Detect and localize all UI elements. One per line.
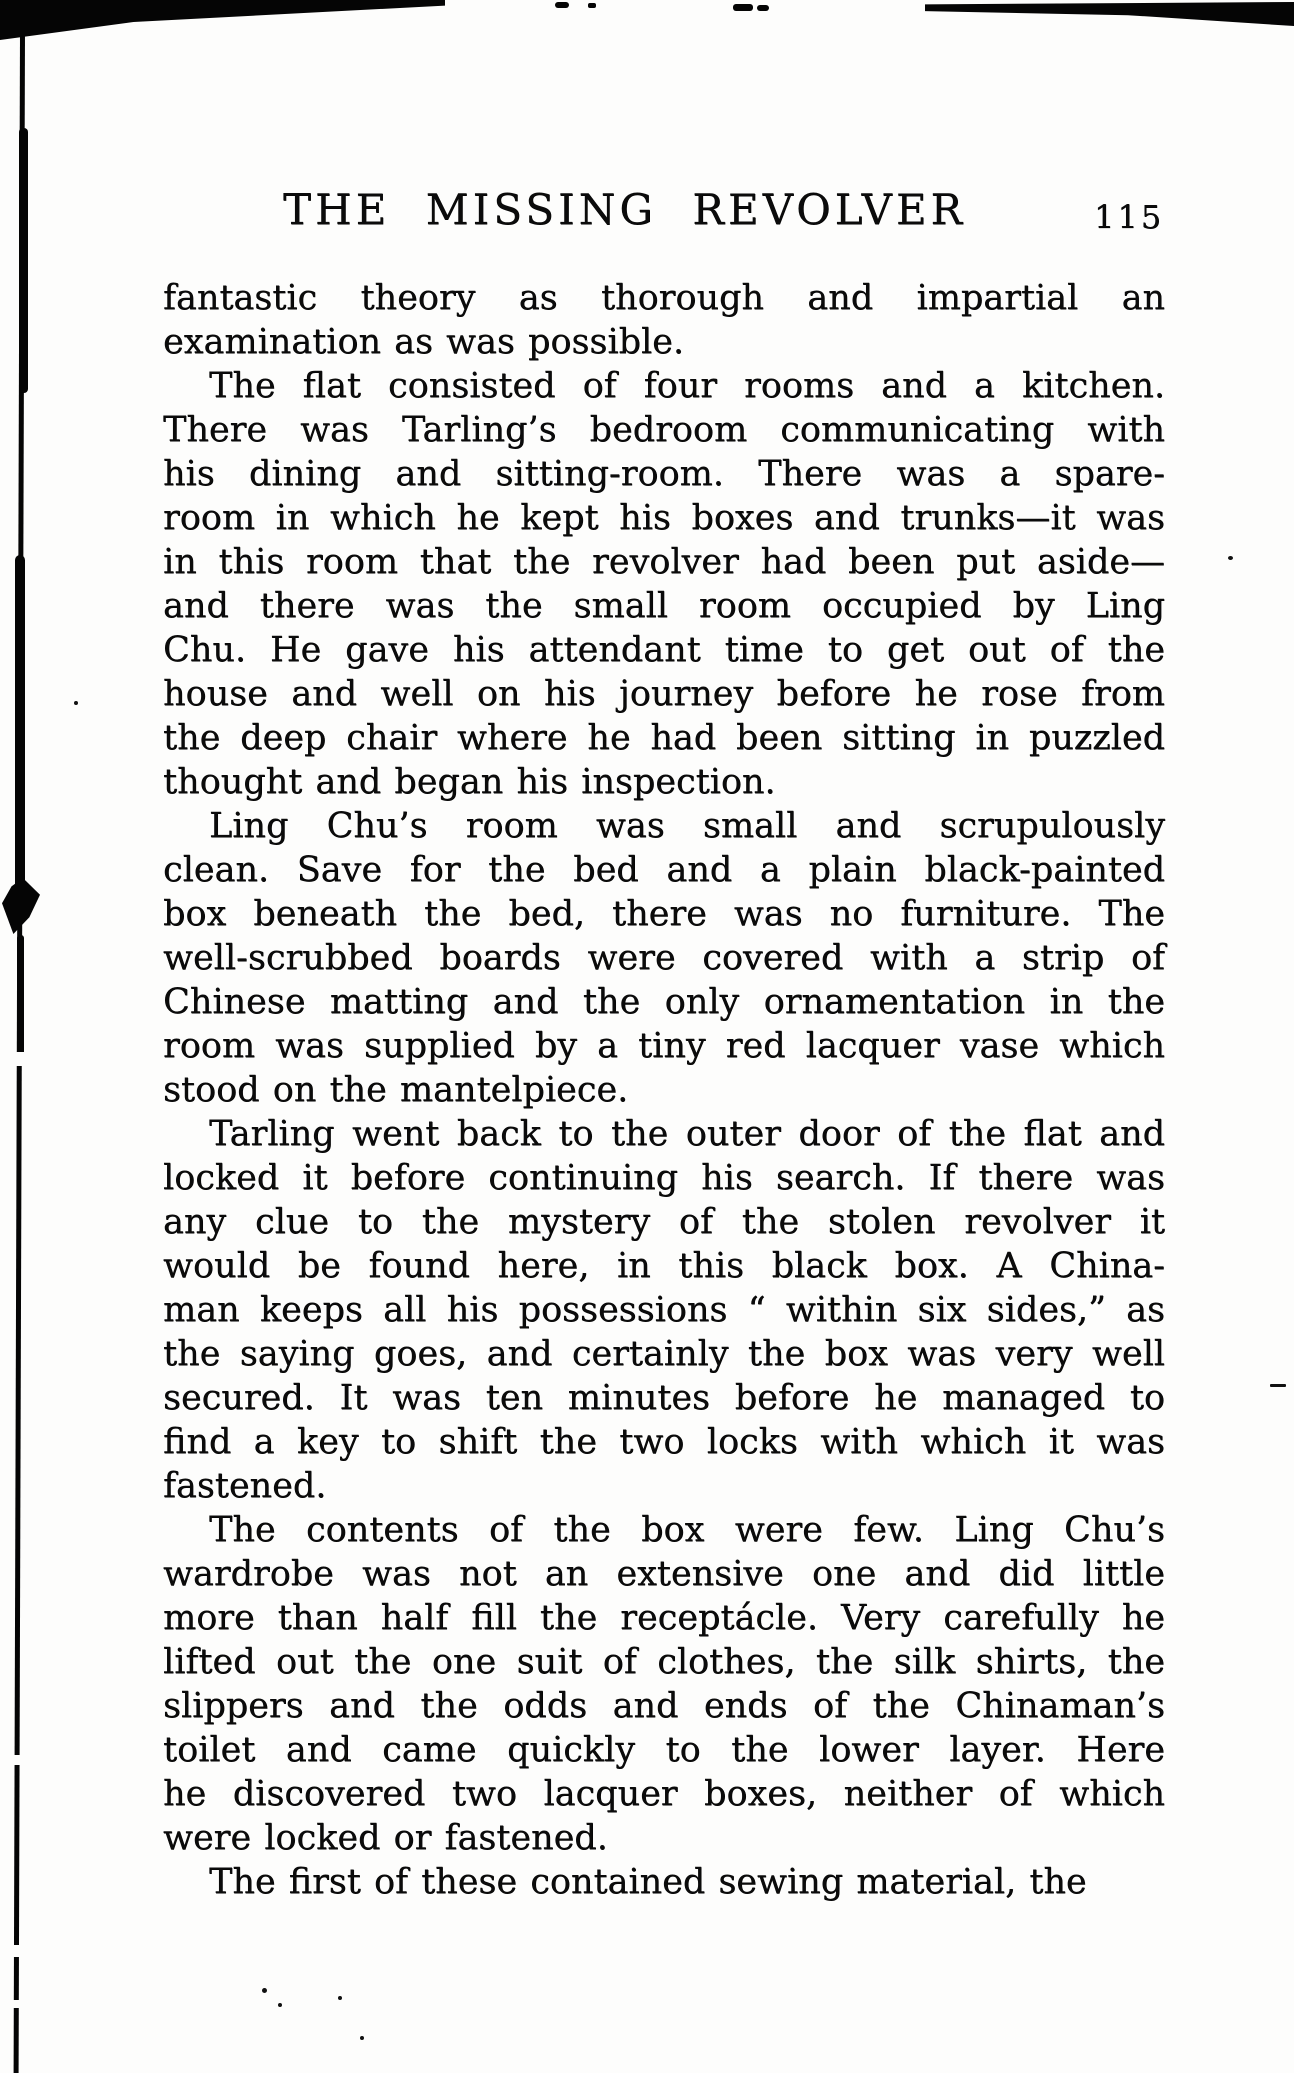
text-line: Ling Chu’s room was small and scrupulously	[209, 806, 1165, 846]
text-line: man keeps all his possessions “ within six sides,” as	[163, 1290, 1165, 1330]
text-line: he discovered two lacquer boxes, neither of which	[163, 1774, 1165, 1814]
text-line: fantastic theory as thorough and impartial an	[163, 278, 1165, 318]
text-line: Chu. He gave his attendant time to get out of the	[163, 630, 1165, 670]
text-line: The flat consisted of four rooms and a kitchen.	[209, 366, 1165, 406]
scan-artifact-gap	[12, 1052, 30, 1066]
scan-speck	[74, 701, 78, 705]
text-line: clean. Save for the bed and a plain black-painted	[163, 850, 1165, 890]
paragraph	[163, 804, 1165, 1112]
scan-speck	[1228, 556, 1233, 560]
text-line: There was Tarling’s bedroom communicating with	[163, 410, 1165, 450]
text-line: slippers and the odds and ends of the Chinaman’s	[163, 1686, 1165, 1726]
text-line: locked it before continuing his search. If there was	[163, 1158, 1165, 1198]
scan-artifact-top-edge-left	[0, 0, 445, 40]
paragraph	[163, 1112, 1165, 1508]
scan-artifact-gap	[12, 1945, 30, 1957]
scan-artifact-gap	[12, 1755, 30, 1765]
scan-speck	[338, 1996, 342, 2000]
running-header-title: THE MISSING REVOLVER	[283, 185, 967, 234]
text-line: more than half fill the receptácle. Very carefully he	[163, 1598, 1165, 1638]
page-number: 115	[1094, 198, 1165, 236]
text-line: the saying goes, and certainly the box was very well	[163, 1334, 1165, 1374]
paragraph	[163, 276, 1165, 364]
text-line: in this room that the revolver had been put aside—	[163, 542, 1165, 582]
text-line: would be found here, in this black box. A China-	[163, 1246, 1165, 1286]
text-line: were locked or fastened.	[163, 1818, 608, 1858]
paragraph	[163, 364, 1165, 804]
text-line: and there was the small room occupied by Ling	[163, 586, 1165, 626]
text-line: find a key to shift the two locks with which it was	[163, 1422, 1165, 1462]
text-line: fastened.	[163, 1466, 327, 1506]
text-line: examination as was possible.	[163, 322, 685, 362]
text-line: The contents of the box were few. Ling Chu’s	[209, 1510, 1165, 1550]
text-line: lifted out the one suit of clothes, the silk shirts, the	[163, 1642, 1165, 1682]
scan-artifact-gutter-thick	[15, 555, 25, 895]
scan-artifact-top-dash	[733, 4, 753, 11]
text-line: The first of these contained sewing material, the	[209, 1862, 1087, 1902]
scan-artifact-top-edge-right	[925, 2, 1294, 26]
scan-speck	[278, 2003, 282, 2007]
text-line: thought and began his inspection.	[163, 762, 776, 802]
text-line: room was supplied by a tiny red lacquer vase which	[163, 1026, 1165, 1066]
text-line: the deep chair where he had been sitting in puzzled	[163, 718, 1165, 758]
scan-speck	[1270, 1384, 1286, 1387]
text-line: his dining and sitting-room. There was a spare-	[163, 454, 1165, 494]
text-line: any clue to the mystery of the stolen revolver it	[163, 1202, 1165, 1242]
text-line: room in which he kept his boxes and trunks—it was	[163, 498, 1165, 538]
scan-artifact-top-dash	[757, 5, 769, 11]
scan-speck	[360, 2036, 364, 2040]
paragraph	[163, 1508, 1165, 1860]
text-line: secured. It was ten minutes before he managed to	[163, 1378, 1165, 1418]
scan-artifact-gutter-thick	[19, 128, 28, 393]
scan-speck	[262, 1988, 267, 1993]
text-line: toilet and came quickly to the lower layer. Here	[163, 1730, 1165, 1770]
scan-artifact-gap	[12, 2000, 30, 2008]
paragraph	[163, 1860, 1165, 1904]
text-line: wardrobe was not an extensive one and did little	[163, 1554, 1165, 1594]
text-line: well-scrubbed boards were covered with a strip of	[163, 938, 1165, 978]
text-line: house and well on his journey before he rose from	[163, 674, 1165, 714]
scan-artifact-gutter-thick	[17, 935, 24, 1055]
text-line: box beneath the bed, there was no furniture. The	[163, 894, 1165, 934]
scan-artifact-top-dot	[555, 2, 569, 8]
text-line: stood on the mantelpiece.	[163, 1070, 629, 1110]
scan-artifact-gutter-blob	[2, 878, 40, 934]
text-line: Chinese matting and the only ornamentation in the	[163, 982, 1165, 1022]
page-body	[163, 276, 1165, 1904]
scan-artifact-top-dot	[588, 3, 596, 8]
text-line: Tarling went back to the outer door of the flat and	[209, 1114, 1165, 1154]
